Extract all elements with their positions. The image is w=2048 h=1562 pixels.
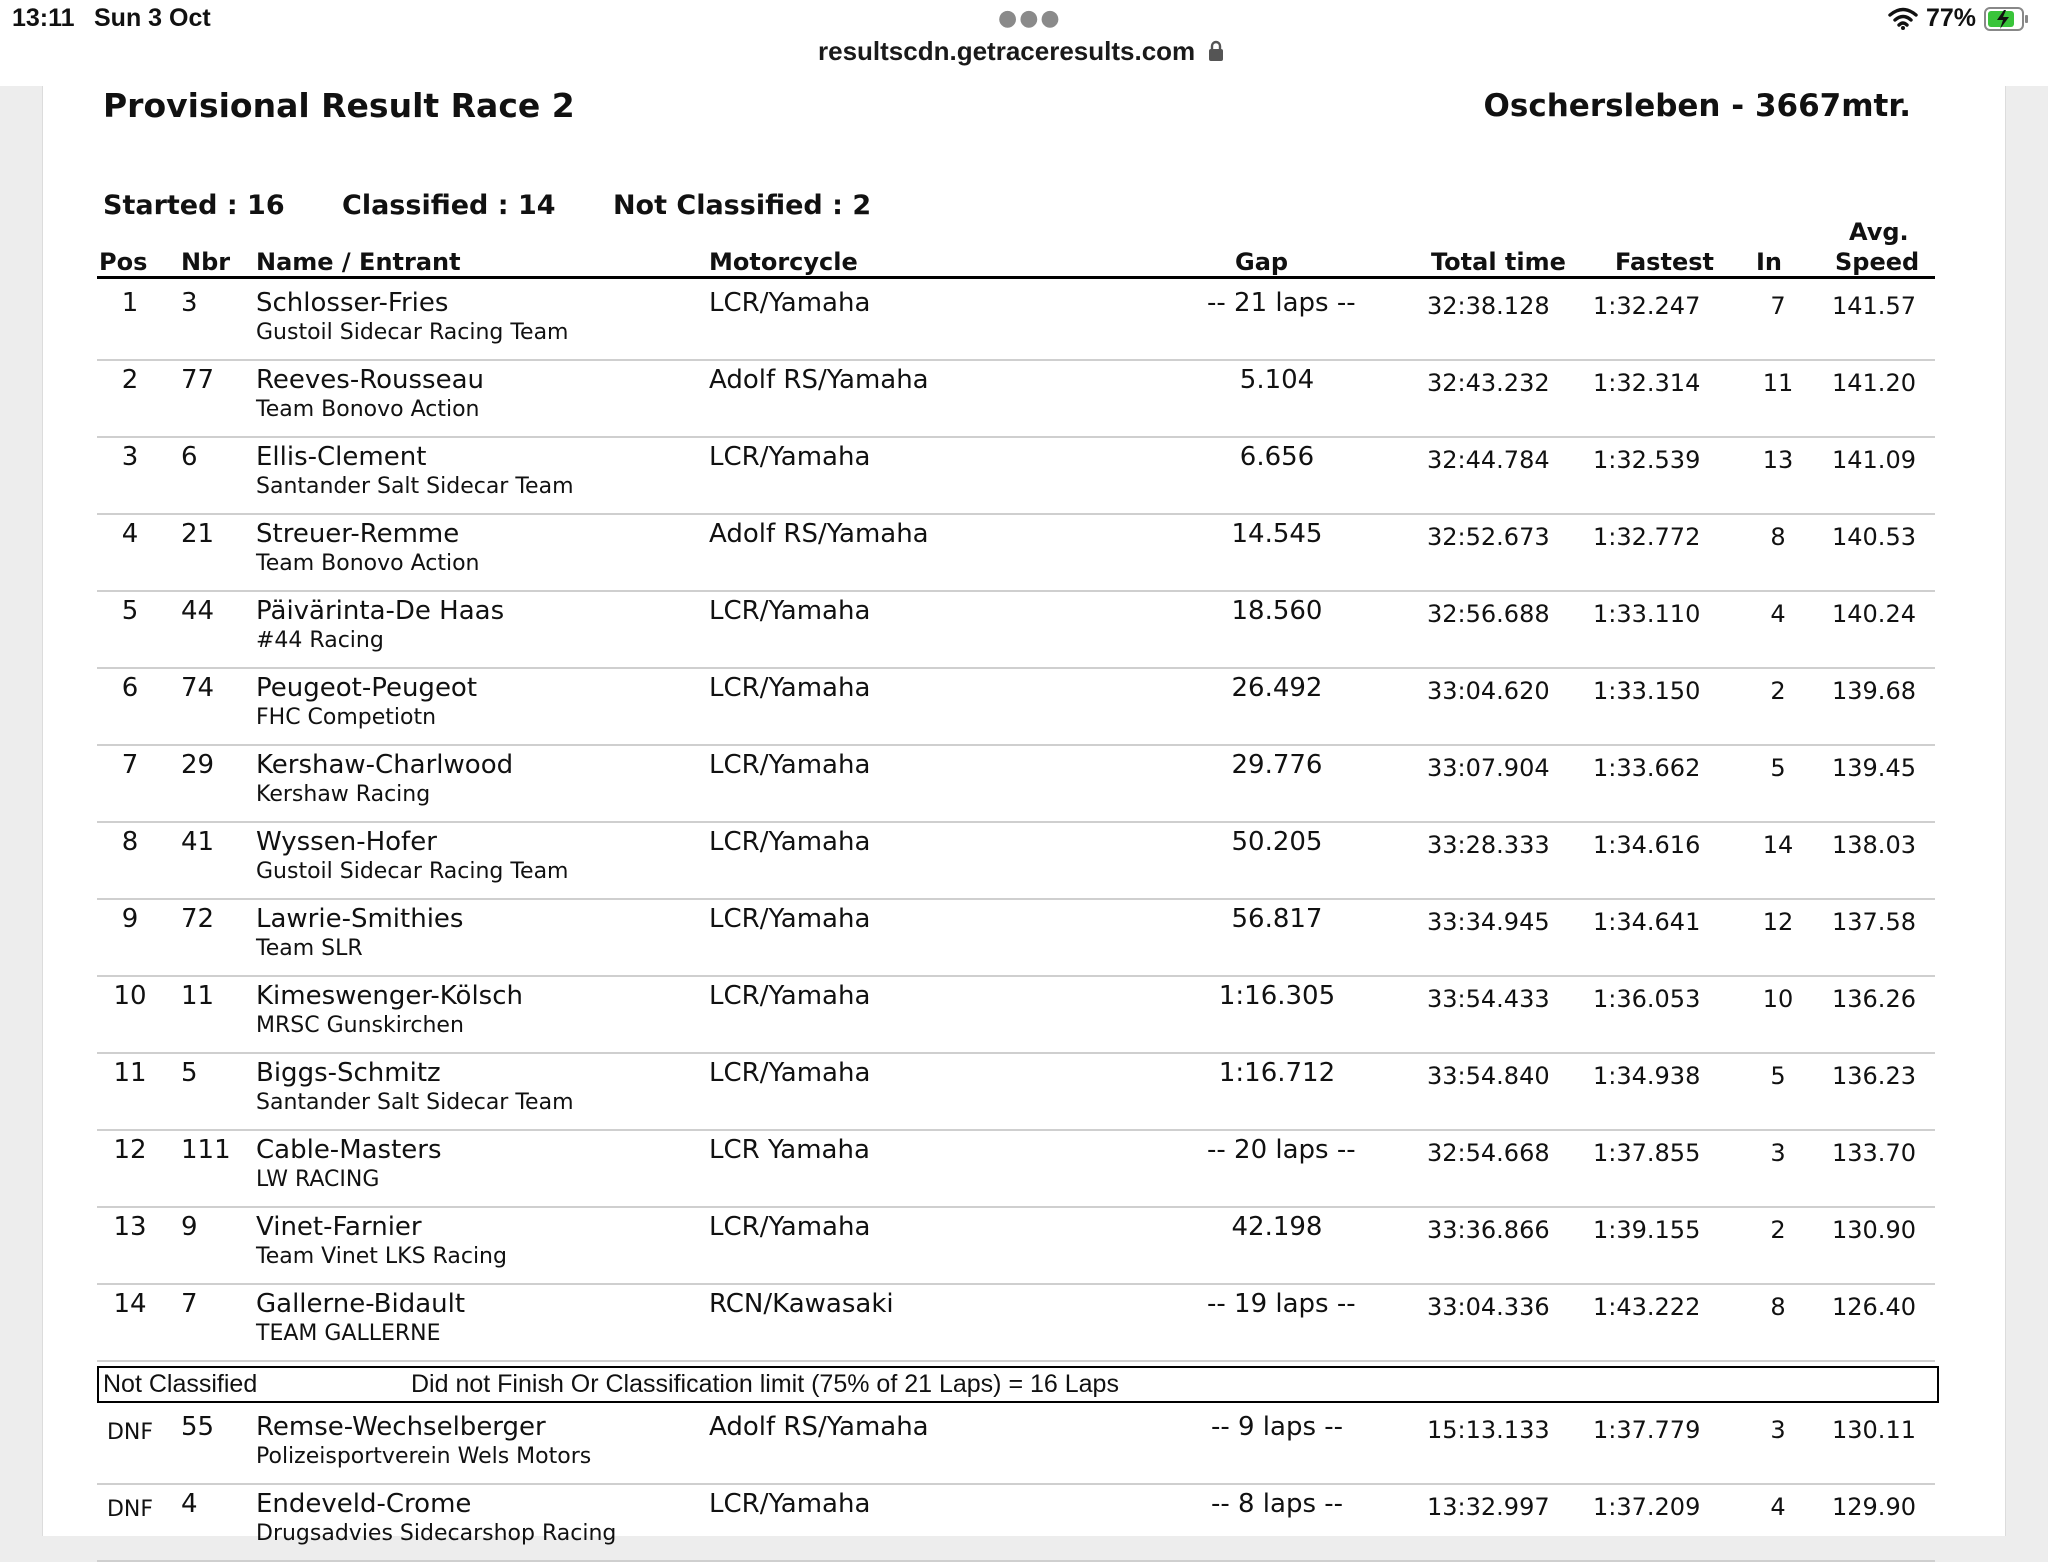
address-bar-url[interactable]: resultscdn.getraceresults.com xyxy=(818,36,1196,66)
started-count: Started : 16 xyxy=(103,190,285,221)
header-fastest: Fastest xyxy=(1615,248,1714,276)
avg-speed-cell: 141.20 xyxy=(1832,369,1916,397)
entrant-team: Team Bonovo Action xyxy=(256,551,480,576)
rider-name: Wyssen-Hofer xyxy=(256,827,437,857)
motorcycle-cell: LCR/Yamaha xyxy=(709,904,871,934)
header-pos: Pos xyxy=(99,248,148,276)
motorcycle-cell: Adolf RS/Yamaha xyxy=(709,365,929,395)
rider-name: Kimeswenger-Kölsch xyxy=(256,981,523,1011)
total-time-cell: 13:32.997 xyxy=(1427,1493,1550,1521)
gap-cell: 42.198 xyxy=(1231,1212,1323,1242)
avg-speed-cell: 137.58 xyxy=(1832,908,1916,936)
avg-speed-cell: 140.24 xyxy=(1832,600,1916,628)
battery-charging-icon xyxy=(1984,6,2030,32)
status-date: Sun 3 Oct xyxy=(94,4,211,32)
header-gap: Gap xyxy=(1235,248,1289,276)
avg-speed-cell: 141.09 xyxy=(1832,446,1916,474)
avg-speed-cell: 130.90 xyxy=(1832,1216,1916,1244)
gap-cell: 50.205 xyxy=(1231,827,1323,857)
wifi-icon xyxy=(1888,7,1918,31)
total-time-cell: 32:54.668 xyxy=(1427,1139,1550,1167)
avg-speed-cell: 139.45 xyxy=(1832,754,1916,782)
table-row xyxy=(97,282,1935,361)
classified-count: Classified : 14 xyxy=(342,190,556,221)
fastest-lap-cell: 1:32.772 xyxy=(1593,523,1701,551)
rider-name: Biggs-Schmitz xyxy=(256,1058,441,1088)
fastest-lap-cell: 1:32.314 xyxy=(1593,369,1701,397)
status-right xyxy=(1888,4,2030,33)
table-row xyxy=(97,590,1935,669)
gap-cell: 29.776 xyxy=(1231,750,1323,780)
fastest-lap-cell: 1:37.855 xyxy=(1593,1139,1701,1167)
number-cell: 4 xyxy=(181,1489,198,1519)
number-cell: 3 xyxy=(181,288,198,318)
fastest-in-cell: 5 xyxy=(1770,1062,1786,1090)
rider-name: Reeves-Rousseau xyxy=(256,365,484,395)
more-dots-icon[interactable]: ●●● xyxy=(998,6,1062,31)
gap-cell: 26.492 xyxy=(1231,673,1323,703)
battery-percent: 77% xyxy=(1925,4,1976,32)
table-row xyxy=(97,513,1935,592)
status-time: 13:11 xyxy=(12,4,75,32)
position-cell: 3 xyxy=(121,442,139,472)
number-cell: 41 xyxy=(181,827,215,857)
fastest-in-cell: 4 xyxy=(1770,600,1786,628)
rider-name: Päivärinta-De Haas xyxy=(256,596,505,626)
entrant-team: Team Bonovo Action xyxy=(256,397,480,422)
entrant-team: Gustoil Sidecar Racing Team xyxy=(256,859,569,884)
fastest-lap-cell: 1:33.150 xyxy=(1593,677,1701,705)
number-cell: 21 xyxy=(181,519,215,549)
fastest-lap-cell: 1:34.641 xyxy=(1593,908,1701,936)
fastest-lap-cell: 1:33.110 xyxy=(1593,600,1701,628)
fastest-in-cell: 7 xyxy=(1770,292,1786,320)
avg-speed-cell: 130.11 xyxy=(1832,1416,1916,1444)
fastest-lap-cell: 1:43.222 xyxy=(1593,1293,1701,1321)
position-cell: 4 xyxy=(121,519,139,549)
header-avg-bottom: Speed xyxy=(1835,248,1920,276)
motorcycle-cell: LCR/Yamaha xyxy=(709,673,871,703)
fastest-in-cell: 14 xyxy=(1762,831,1794,859)
status-bar xyxy=(0,0,2048,86)
total-time-cell: 33:07.904 xyxy=(1427,754,1550,782)
gap-cell: -- 20 laps -- xyxy=(1207,1135,1356,1165)
number-cell: 111 xyxy=(181,1135,231,1165)
fastest-lap-cell: 1:34.616 xyxy=(1593,831,1701,859)
not-classified-label: Not Classified xyxy=(103,1370,258,1398)
number-cell: 5 xyxy=(181,1058,198,1088)
fastest-in-cell: 3 xyxy=(1770,1139,1786,1167)
fastest-in-cell: 11 xyxy=(1762,369,1794,397)
entrant-team: #44 Racing xyxy=(256,628,384,653)
position-cell: DNF xyxy=(106,1420,154,1445)
table-row xyxy=(97,821,1935,900)
motorcycle-cell: LCR/Yamaha xyxy=(709,288,871,318)
dnf-row xyxy=(97,1483,1935,1562)
avg-speed-cell: 133.70 xyxy=(1832,1139,1916,1167)
fastest-in-cell: 8 xyxy=(1770,523,1786,551)
avg-speed-cell: 139.68 xyxy=(1832,677,1916,705)
motorcycle-cell: LCR/Yamaha xyxy=(709,750,871,780)
gap-cell: -- 8 laps -- xyxy=(1210,1489,1344,1519)
race-summary xyxy=(103,190,919,221)
entrant-team: Polizeisportverein Wels Motors xyxy=(256,1444,592,1469)
position-cell: 11 xyxy=(113,1058,147,1088)
entrant-team: Team Vinet LKS Racing xyxy=(256,1244,507,1269)
number-cell: 11 xyxy=(181,981,215,1011)
motorcycle-cell: LCR/Yamaha xyxy=(709,596,871,626)
fastest-in-cell: 13 xyxy=(1762,446,1794,474)
gap-cell: 18.560 xyxy=(1231,596,1323,626)
avg-speed-cell: 138.03 xyxy=(1832,831,1916,859)
rider-name: Endeveld-Crome xyxy=(256,1489,472,1519)
position-cell: 14 xyxy=(113,1289,147,1319)
motorcycle-cell: RCN/Kawasaki xyxy=(709,1289,894,1319)
header-divider xyxy=(97,276,1935,279)
gap-cell: 1:16.712 xyxy=(1218,1058,1336,1088)
gap-cell: -- 9 laps -- xyxy=(1210,1412,1344,1442)
table-row xyxy=(97,359,1935,438)
gap-cell: 6.656 xyxy=(1239,442,1315,472)
table-row xyxy=(97,1052,1935,1131)
header-motorcycle: Motorcycle xyxy=(709,248,858,276)
number-cell: 72 xyxy=(181,904,215,934)
number-cell: 7 xyxy=(181,1289,198,1319)
results-document xyxy=(42,86,2006,1546)
entrant-team: Santander Salt Sidecar Team xyxy=(256,1090,574,1115)
rider-name: Kershaw-Charlwood xyxy=(256,750,514,780)
position-cell: 13 xyxy=(113,1212,147,1242)
entrant-team: Gustoil Sidecar Racing Team xyxy=(256,320,569,345)
position-cell: 8 xyxy=(121,827,139,857)
gap-cell: 56.817 xyxy=(1231,904,1323,934)
table-row xyxy=(97,1283,1935,1362)
rider-name: Cable-Masters xyxy=(256,1135,442,1165)
position-cell: 9 xyxy=(121,904,139,934)
header-avg-top: Avg. xyxy=(1849,218,1909,246)
motorcycle-cell: Adolf RS/Yamaha xyxy=(709,1412,929,1442)
rider-name: Schlosser-Fries xyxy=(256,288,449,318)
fastest-lap-cell: 1:37.209 xyxy=(1593,1493,1701,1521)
avg-speed-cell: 140.53 xyxy=(1832,523,1916,551)
position-cell: 6 xyxy=(121,673,139,703)
fastest-in-cell: 2 xyxy=(1770,1216,1786,1244)
total-time-cell: 32:52.673 xyxy=(1427,523,1550,551)
table-row xyxy=(97,898,1935,977)
header-name: Name / Entrant xyxy=(256,248,461,276)
entrant-team: LW RACING xyxy=(256,1167,380,1192)
fastest-lap-cell: 1:32.539 xyxy=(1593,446,1701,474)
motorcycle-cell: LCR/Yamaha xyxy=(709,1058,871,1088)
table-row xyxy=(97,744,1935,823)
motorcycle-cell: LCR/Yamaha xyxy=(709,1212,871,1242)
position-cell: DNF xyxy=(106,1497,154,1522)
number-cell: 55 xyxy=(181,1412,215,1442)
fastest-lap-cell: 1:32.247 xyxy=(1593,292,1701,320)
rider-name: Vinet-Farnier xyxy=(256,1212,422,1242)
number-cell: 44 xyxy=(181,596,215,626)
avg-speed-cell: 136.23 xyxy=(1832,1062,1916,1090)
fastest-in-cell: 8 xyxy=(1770,1293,1786,1321)
header-nbr: Nbr xyxy=(181,248,231,276)
not-classified-count: Not Classified : 2 xyxy=(612,190,872,221)
motorcycle-cell: LCR/Yamaha xyxy=(709,981,871,1011)
rider-name: Peugeot-Peugeot xyxy=(256,673,478,703)
number-cell: 9 xyxy=(181,1212,198,1242)
motorcycle-cell: LCR/Yamaha xyxy=(709,827,871,857)
position-cell: 2 xyxy=(121,365,139,395)
position-cell: 5 xyxy=(121,596,139,626)
rider-name: Gallerne-Bidault xyxy=(256,1289,466,1319)
avg-speed-cell: 126.40 xyxy=(1832,1293,1916,1321)
entrant-team: TEAM GALLERNE xyxy=(256,1321,441,1346)
fastest-in-cell: 10 xyxy=(1762,985,1794,1013)
position-cell: 12 xyxy=(113,1135,147,1165)
entrant-team: Santander Salt Sidecar Team xyxy=(256,474,574,499)
position-cell: 7 xyxy=(121,750,139,780)
rider-name: Streuer-Remme xyxy=(256,519,460,549)
number-cell: 77 xyxy=(181,365,215,395)
total-time-cell: 32:44.784 xyxy=(1427,446,1550,474)
not-classified-note: Did not Finish Or Classification limit (75% of 21 Laps) = 16 Laps xyxy=(411,1370,1119,1398)
avg-speed-cell: 136.26 xyxy=(1832,985,1916,1013)
not-classified-banner xyxy=(97,1366,1939,1403)
fastest-lap-cell: 1:33.662 xyxy=(1593,754,1701,782)
total-time-cell: 32:38.128 xyxy=(1427,292,1550,320)
lock-icon xyxy=(1208,40,1224,62)
total-time-cell: 32:56.688 xyxy=(1427,600,1550,628)
rider-name: Lawrie-Smithies xyxy=(256,904,464,934)
total-time-cell: 33:54.433 xyxy=(1427,985,1550,1013)
fastest-in-cell: 5 xyxy=(1770,754,1786,782)
gap-cell: 5.104 xyxy=(1239,365,1315,395)
entrant-team: MRSC Gunskirchen xyxy=(256,1013,464,1038)
motorcycle-cell: LCR/Yamaha xyxy=(709,442,871,472)
total-time-cell: 33:36.866 xyxy=(1427,1216,1550,1244)
total-time-cell: 33:34.945 xyxy=(1427,908,1550,936)
table-row xyxy=(97,667,1935,746)
motorcycle-cell: LCR Yamaha xyxy=(709,1135,870,1165)
number-cell: 29 xyxy=(181,750,215,780)
total-time-cell: 33:04.336 xyxy=(1427,1293,1550,1321)
total-time-cell: 33:28.333 xyxy=(1427,831,1550,859)
gap-cell: 1:16.305 xyxy=(1218,981,1336,1011)
rider-name: Ellis-Clement xyxy=(256,442,427,472)
track-info: Oschersleben - 3667mtr. xyxy=(1483,88,1911,124)
position-cell: 10 xyxy=(113,981,147,1011)
fastest-lap-cell: 1:37.779 xyxy=(1593,1416,1701,1444)
position-cell: 1 xyxy=(121,288,139,318)
motorcycle-cell: LCR/Yamaha xyxy=(709,1489,871,1519)
fastest-in-cell: 4 xyxy=(1770,1493,1786,1521)
fastest-lap-cell: 1:36.053 xyxy=(1593,985,1701,1013)
motorcycle-cell: Adolf RS/Yamaha xyxy=(709,519,929,549)
entrant-team: Kershaw Racing xyxy=(256,782,431,807)
number-cell: 74 xyxy=(181,673,215,703)
avg-speed-cell: 129.90 xyxy=(1832,1493,1916,1521)
avg-speed-cell: 141.57 xyxy=(1832,292,1916,320)
table-row xyxy=(97,1129,1935,1208)
total-time-cell: 15:13.133 xyxy=(1427,1416,1550,1444)
total-time-cell: 32:43.232 xyxy=(1427,369,1550,397)
total-time-cell: 33:54.840 xyxy=(1427,1062,1550,1090)
entrant-team: FHC Competiotn xyxy=(256,705,437,730)
total-time-cell: 33:04.620 xyxy=(1427,677,1550,705)
entrant-team: Drugsadvies Sidecarshop Racing xyxy=(256,1521,617,1546)
table-row xyxy=(97,975,1935,1054)
gap-cell: -- 21 laps -- xyxy=(1207,288,1356,318)
table-row xyxy=(97,436,1935,515)
rider-name: Remse-Wechselberger xyxy=(256,1412,546,1442)
fastest-lap-cell: 1:34.938 xyxy=(1593,1062,1701,1090)
gap-cell: 14.545 xyxy=(1231,519,1323,549)
dnf-row xyxy=(97,1406,1935,1485)
page-title: Provisional Result Race 2 xyxy=(103,86,575,125)
header-in: In xyxy=(1756,248,1783,276)
fastest-in-cell: 3 xyxy=(1770,1416,1786,1444)
number-cell: 6 xyxy=(181,442,198,472)
header-total-time: Total time xyxy=(1431,248,1566,276)
fastest-lap-cell: 1:39.155 xyxy=(1593,1216,1701,1244)
fastest-in-cell: 2 xyxy=(1770,677,1786,705)
table-row xyxy=(97,1206,1935,1285)
gap-cell: -- 19 laps -- xyxy=(1207,1289,1356,1319)
entrant-team: Team SLR xyxy=(256,936,363,961)
fastest-in-cell: 12 xyxy=(1762,908,1794,936)
